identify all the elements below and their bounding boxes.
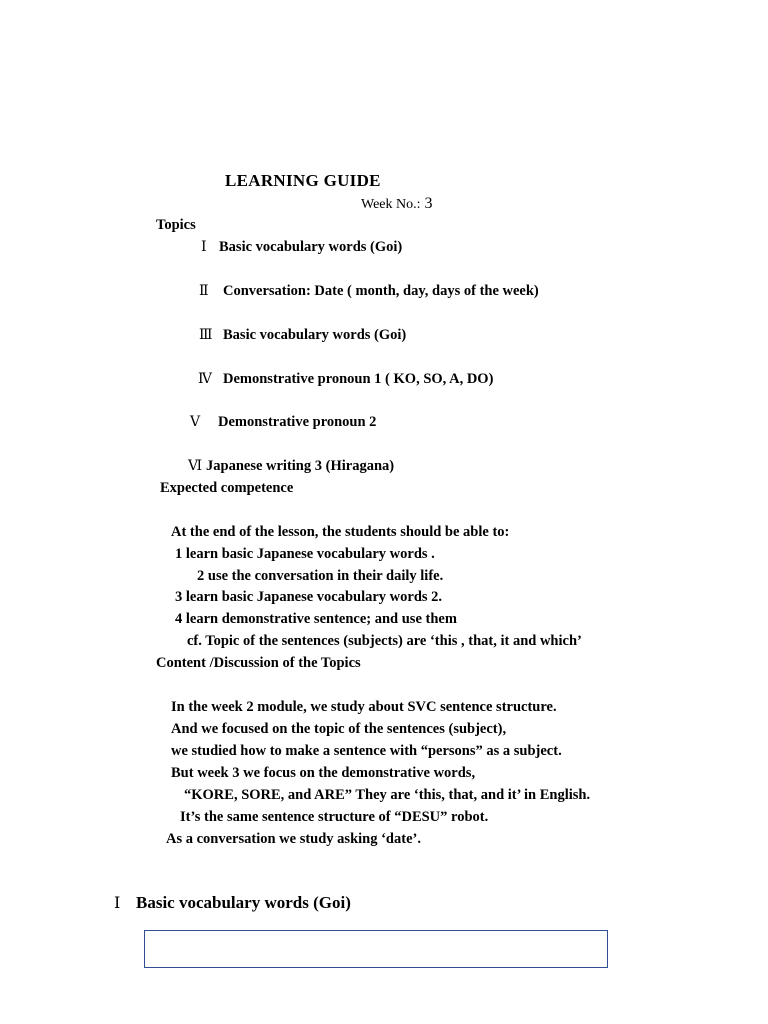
section-numeral: Ⅰ — [114, 893, 121, 912]
topic-numeral: Ⅴ — [190, 414, 201, 430]
topics-heading: Topics — [156, 217, 196, 233]
content-line: “KORE, SORE, and ARE” They are ‘this, that, and it’ in English. — [184, 787, 591, 803]
content-line: In the week 2 module, we study about SVC sentence structure. — [171, 699, 557, 715]
topic-numeral: Ⅲ — [199, 327, 213, 343]
content-line: But week 3 we focus on the demonstrative words, — [171, 765, 476, 781]
competence-heading: Expected competence — [160, 480, 294, 496]
competence-item: 3 learn basic Japanese vocabulary words 2. — [175, 589, 443, 605]
topic-item — [201, 238, 402, 256]
competence-item: 2 use the conversation in their daily life. — [197, 568, 444, 584]
topic-item — [198, 370, 493, 388]
topic-numeral: Ⅵ — [188, 458, 203, 474]
topic-item — [199, 282, 539, 300]
section-heading — [114, 894, 351, 912]
content-line: And we focused on the topic of the sentences (subject), — [171, 721, 507, 737]
topic-numeral: Ⅱ — [199, 283, 209, 299]
topic-text: Demonstrative pronoun 2 — [218, 414, 377, 430]
week-label: Week No.: — [361, 197, 421, 212]
section-title: Basic vocabulary words (Goi) — [136, 893, 351, 912]
competence-intro: At the end of the lesson, the students should be able to: — [171, 524, 510, 540]
competence-note: cf. Topic of the sentences (subjects) are ‘this , that, it and which’ — [187, 633, 582, 649]
competence-item: 1 learn basic Japanese vocabulary words . — [175, 546, 435, 562]
content-heading: Content /Discussion of the Topics — [156, 655, 361, 671]
topic-item — [188, 457, 394, 475]
topic-text: Japanese writing 3 (Hiragana) — [206, 458, 395, 474]
content-line: It’s the same sentence structure of “DESU” robot. — [180, 809, 489, 825]
topic-text: Basic vocabulary words (Goi) — [223, 327, 407, 343]
topic-item — [190, 413, 376, 431]
content-line: As a conversation we study asking ‘date’. — [166, 831, 421, 847]
content-line: we studied how to make a sentence with “persons” as a subject. — [171, 743, 562, 759]
topic-text: Conversation: Date ( month, day, days of the week) — [223, 283, 539, 299]
document-title: LEARNING GUIDE — [225, 171, 381, 190]
vocabulary-box — [144, 930, 608, 968]
topic-numeral: Ⅰ — [201, 239, 207, 255]
week-number-line — [361, 195, 433, 214]
topic-text: Basic vocabulary words (Goi) — [219, 239, 403, 255]
week-number: 3 — [424, 195, 433, 212]
topic-numeral: Ⅳ — [198, 371, 212, 387]
topic-text: Demonstrative pronoun 1 ( KO, SO, A, DO) — [223, 371, 494, 387]
competence-item: 4 learn demonstrative sentence; and use them — [175, 611, 457, 627]
topic-item — [199, 326, 406, 344]
